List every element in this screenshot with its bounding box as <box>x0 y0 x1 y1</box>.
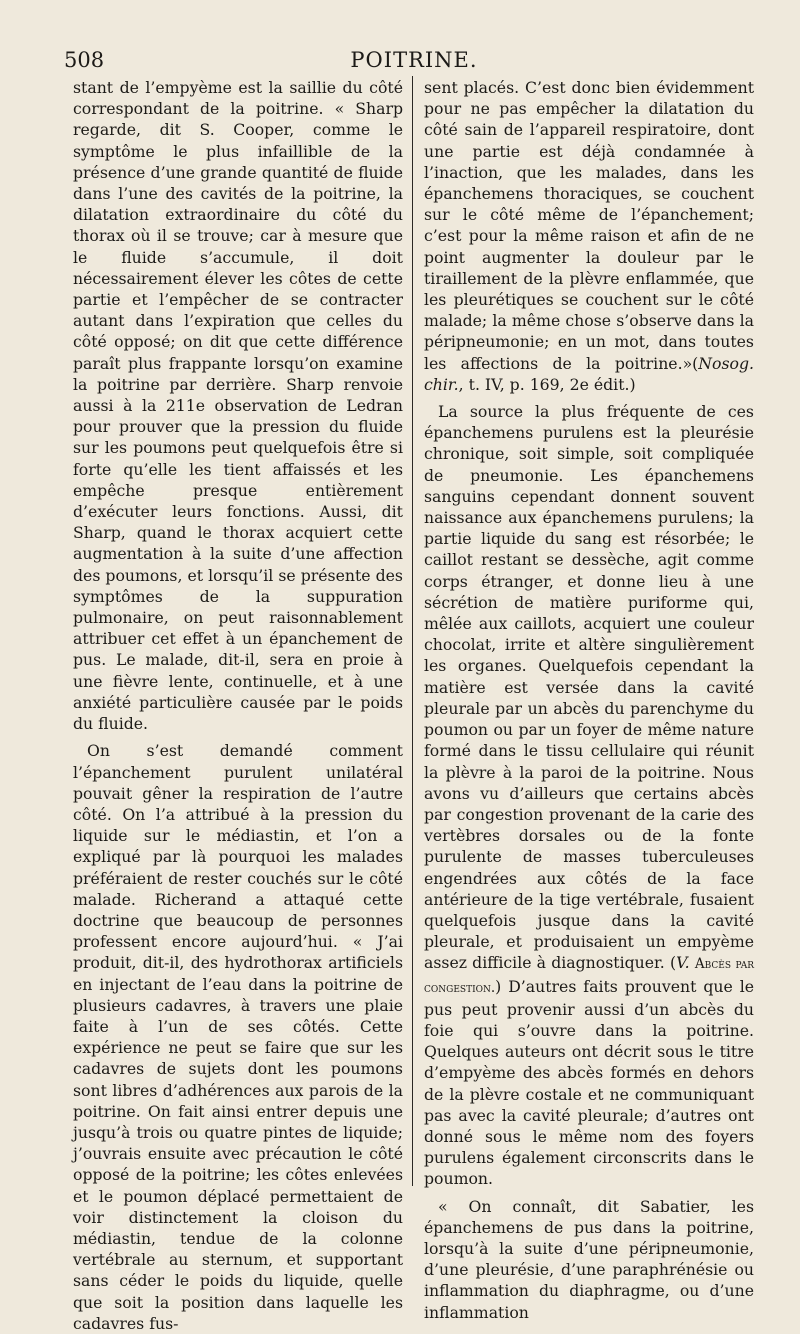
running-title: POITRINE. <box>350 48 478 72</box>
paragraph <box>424 401 754 1190</box>
cross-reference-label: Abcès par congestion. <box>424 956 754 996</box>
citation-details: , t. IV, p. 169, 2e édit.) <box>458 374 636 394</box>
paragraph-text-continued: ) D’autres faits prouvent que le pus peut provenir aussi d’un abcès du foie qui s’ouvre dans la poitrine. Quelques auteurs ont décrit sous le titre d’empyème des abcès formés en dehors de la plèvre costale et ne communiquant pas avec la cavité pleurale; d’autres ont donné sous le même nom des foyers purulens également circonscrits dans le poumon. <box>424 976 754 1189</box>
paragraph: sent placés. C’est donc bien évidemment pour ne pas empêcher la dilatation du côté sain de l’appareil respiratoire, dont une partie est déjà condamnée à l’inaction, que les malades, dans les épanchemens thoraciques, se couchent sur le côté même de l’épanchement; c’est pour la même raison et afin de ne point augmenter la douleur par le tiraillement de la plèvre enflammée, que les pleurétiques se couchent sur le côté malade; la même chose s’observe dans la péripneumonie; en un mot, dans toutes les affections de la poitrine.»(Nosog. chir., t. IV, p. 169, 2e édit.) <box>424 78 754 394</box>
paragraph: On s’est demandé comment l’épanchement purulent unilatéral pouvait gêner la respiration de l’autre côté. On l’a attribué à la pression du liquide sur le médiastin, et l’on a expliqué par là pourquoi les malades préféraient de rester couchés sur le côté malade. Richerand a attaqué cette doctrine que beaucoup de personnes professent encore aujourd’hui. « J’ai produit, dit-il, des hydrothorax artificiels en injectant de l’eau dans la poitrine de plusieurs cadavres, à travers une plaie faite à l’un de ses côtés. Cette expérience ne peut se faire que sur les cadavres de sujets dont les poumons sont libres d’adhérences aux parois de la poitrine. On fait ainsi entrer depuis une jusqu’à trois ou quatre pintes de liquide; j’ouvrais ensuite avec précaution le côté opposé de la poitrine; les côtes enlevées et le poumon déplacé permettaient de voir distinctement la cloison du médiastin, tendue de la colonne vertébrale au sternum, et supportant sans céder le poids du liquide, quelle que soit la position dans laquelle les cadavres fus- <box>73 741 403 1333</box>
paragraph-text: La source la plus fréquente de ces épanchemens purulens est la pleurésie chronique, soit simple, soit compliquée de pneumonie. Les épanchemens sanguins cependant donnent souvent naissance aux épanchemens purulens; la partie liquide du sang est résorbée; le caillot restant se dessèche, agit comme corps étranger, et donne lieu à une sécrétion de matière puriforme qui, mêlée aux caillots, acquiert une couleur chocolat, irrite et altère singulièrement les organes. Quelquefois cependant la matière est versée dans la cavité pleurale par un abcès du parenchyme du poumon ou par un foyer de même nature formé dans le tissu cellulaire qui réunit la plèvre à la paroi de la poitrine. Nous avons vu d’ailleurs que certains abcès par congestion provenant de la carie des vertèbres dorsales ou de la fonte purulente de masses tuberculeuses engendrées aux côtés de la face antérieure de la tige vertébrale, fusaient quelquefois jusque dans la cavité pleurale, et produisaient un empyème assez difficile à diagnostiquer. ( <box>424 402 754 973</box>
page-header <box>64 48 764 74</box>
left-column <box>73 77 403 1334</box>
paragraph-text: sent placés. C’est donc bien évidemment pour ne pas empêcher la dilatation du côté sain de l’appareil respiratoire, dont une partie est déjà condamnée à l’inaction, que les malades, dans les épanchemens thoraciques, se couchent sur le côté même de l’épanchement; c’est pour la même raison et afin de ne point augmenter la douleur par le tiraillement de la plèvre enflammée, que les pleurétiques se couchent sur le côté malade; la même chose s’observe dans la péripneumonie; en un mot, dans toutes les affections de la poitrine.» <box>424 78 754 373</box>
page-number: 508 <box>64 48 105 72</box>
cross-reference-marker: V. <box>676 953 690 973</box>
paragraph: stant de l’empyème est la saillie du côté correspondant de la poitrine. « Sharp regarde, dit S. Cooper, comme le symptôme le plus infaillible de la présence d’une grande quantité de fluide dans l’une des cavités de la poitrine, la dilatation extraordinaire du côté du thorax où il se trouve; car à mesure que le fluide s’accumule, il doit nécessairement élever les côtes de cette partie et l’empêcher de se contracter autant dans l’expiration que celles du côté opposé; on dit que cette différence paraît plus frappante lorsqu’on examine la poitrine par derrière. Sharp renvoie aussi à la 211e observation de Ledran pour prouver que la pression du fluide sur les poumons peut quelquefois être si forte qu’elle les tient affaissés et les empêche presque entièrement d’exécuter leurs fonctions. Aussi, dit Sharp, quand le thorax acquiert cette augmentation à la suite d’une affection des poumons, et lorsqu’il se présente des symptômes de la suppuration pulmonaire, on peut raisonnablement attribuer cet effet à un épanchement de pus. Le malade, dit-il, sera en proie à une fièvre lente, continuelle, et à une anxiété particulière causée par le poids du fluide. <box>73 78 403 734</box>
column-divider <box>412 76 413 1186</box>
right-column <box>424 77 754 1323</box>
citation-source: Nosog. chir. <box>424 353 754 394</box>
paragraph: « On connaît, dit Sabatier, les épanchemens de pus dans la poitrine, lorsqu’à la suite d’une péripneumonie, d’une pleurésie, d’une paraphrénésie ou inflammation du diaphragme, ou d’une inflammation <box>424 1196 754 1322</box>
